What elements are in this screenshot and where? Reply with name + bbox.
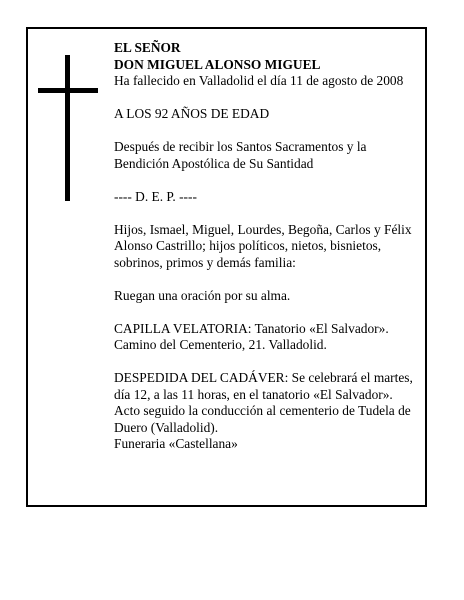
chapel-line-2: Camino del Cementerio, 21. Valladolid. xyxy=(114,337,327,352)
dep-line: ---- D. E. P. ---- xyxy=(114,188,197,204)
family-line-3: sobrinos, primos y demás familia: xyxy=(114,254,296,270)
farewell-line-1: DESPEDIDA DEL CADÁVER: Se celebrará el martes, xyxy=(114,370,413,385)
cross-icon xyxy=(38,55,98,201)
sacraments-line-1: Después de recibir los Santos Sacramentos y la xyxy=(114,139,367,154)
sacraments-line-2: Bendición Apostólica de Su Santidad xyxy=(114,155,314,171)
family-line-2: Alonso Castrillo; hijos políticos, nietos, bisnietos, xyxy=(114,238,382,253)
funeral-home-line: Funeraria «Castellana» xyxy=(114,436,238,451)
prayer-line: Ruegan una oración por su alma. xyxy=(114,287,291,303)
family-line-1: Hijos, Ismael, Miguel, Lourdes, Begoña, Carlos y Félix xyxy=(114,221,412,237)
cross-horizontal-bar xyxy=(38,88,98,93)
farewell-line-2: día 12, a las 11 horas, en el tanatorio «El Salvador». xyxy=(114,386,393,402)
farewell-line-4: Duero (Valladolid). xyxy=(114,419,219,435)
farewell-line-3: Acto seguido la conducción al cementerio de Tudela de xyxy=(114,403,411,418)
obituary-notice xyxy=(26,27,427,507)
header-title: EL SEÑOR xyxy=(114,40,181,55)
age-line: A LOS 92 AÑOS DE EDAD xyxy=(114,106,270,121)
chapel-line-1: CAPILLA VELATORIA: Tanatorio «El Salvador». xyxy=(114,320,389,336)
deceased-name: DON MIGUEL ALONSO MIGUEL xyxy=(114,56,321,72)
cross-vertical-bar xyxy=(65,55,70,201)
obituary-text xyxy=(114,40,424,453)
death-line: Ha fallecido en Valladolid el día 11 de agosto de 2008 xyxy=(114,73,404,88)
